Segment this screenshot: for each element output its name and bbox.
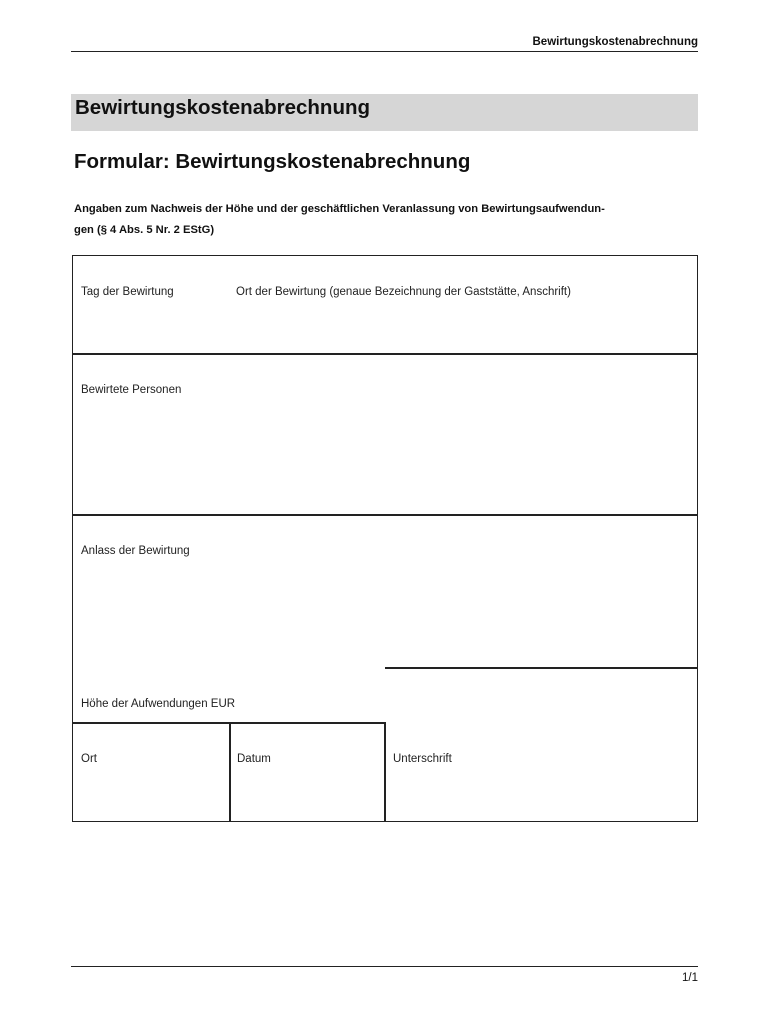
intro-line-2: gen (§ 4 Abs. 5 Nr. 2 EStG) — [74, 224, 215, 236]
date-of-hospitality-field[interactable]: Tag der Bewirtung — [81, 286, 174, 298]
intro-text — [74, 199, 694, 241]
running-header: Bewirtungskostenabrechnung — [532, 36, 698, 48]
location-of-hospitality-field[interactable]: Ort der Bewirtung (genaue Bezeichnung der Gaststätte, Anschrift) — [236, 286, 571, 298]
header-rule — [71, 51, 698, 52]
place-field[interactable]: Ort — [81, 753, 97, 765]
column-divider-datum-signature — [384, 722, 386, 821]
intro-line-1: Angaben zum Nachweis der Höhe und der geschäftlichen Veranlassung von Bewirtungsaufwendun- — [74, 203, 605, 215]
footer-rule — [71, 966, 698, 967]
page-number: 1/1 — [682, 972, 698, 984]
occasion-field[interactable]: Anlass der Bewirtung — [81, 545, 190, 557]
row-divider-persons — [73, 353, 697, 355]
signature-field[interactable]: Unterschrift — [393, 753, 452, 765]
form-title: Formular: Bewirtungskostenabrechnung — [74, 150, 471, 173]
column-divider-ort-datum — [229, 722, 231, 821]
expense-form — [72, 255, 698, 822]
row-divider-anlass — [73, 514, 697, 516]
amount-field[interactable]: Höhe der Aufwendungen EUR — [81, 698, 236, 710]
hosted-persons-field[interactable]: Bewirtete Personen — [81, 384, 182, 396]
date-field[interactable]: Datum — [237, 753, 271, 765]
document-heading: Bewirtungskostenabrechnung — [71, 94, 698, 131]
signature-line — [385, 667, 697, 669]
